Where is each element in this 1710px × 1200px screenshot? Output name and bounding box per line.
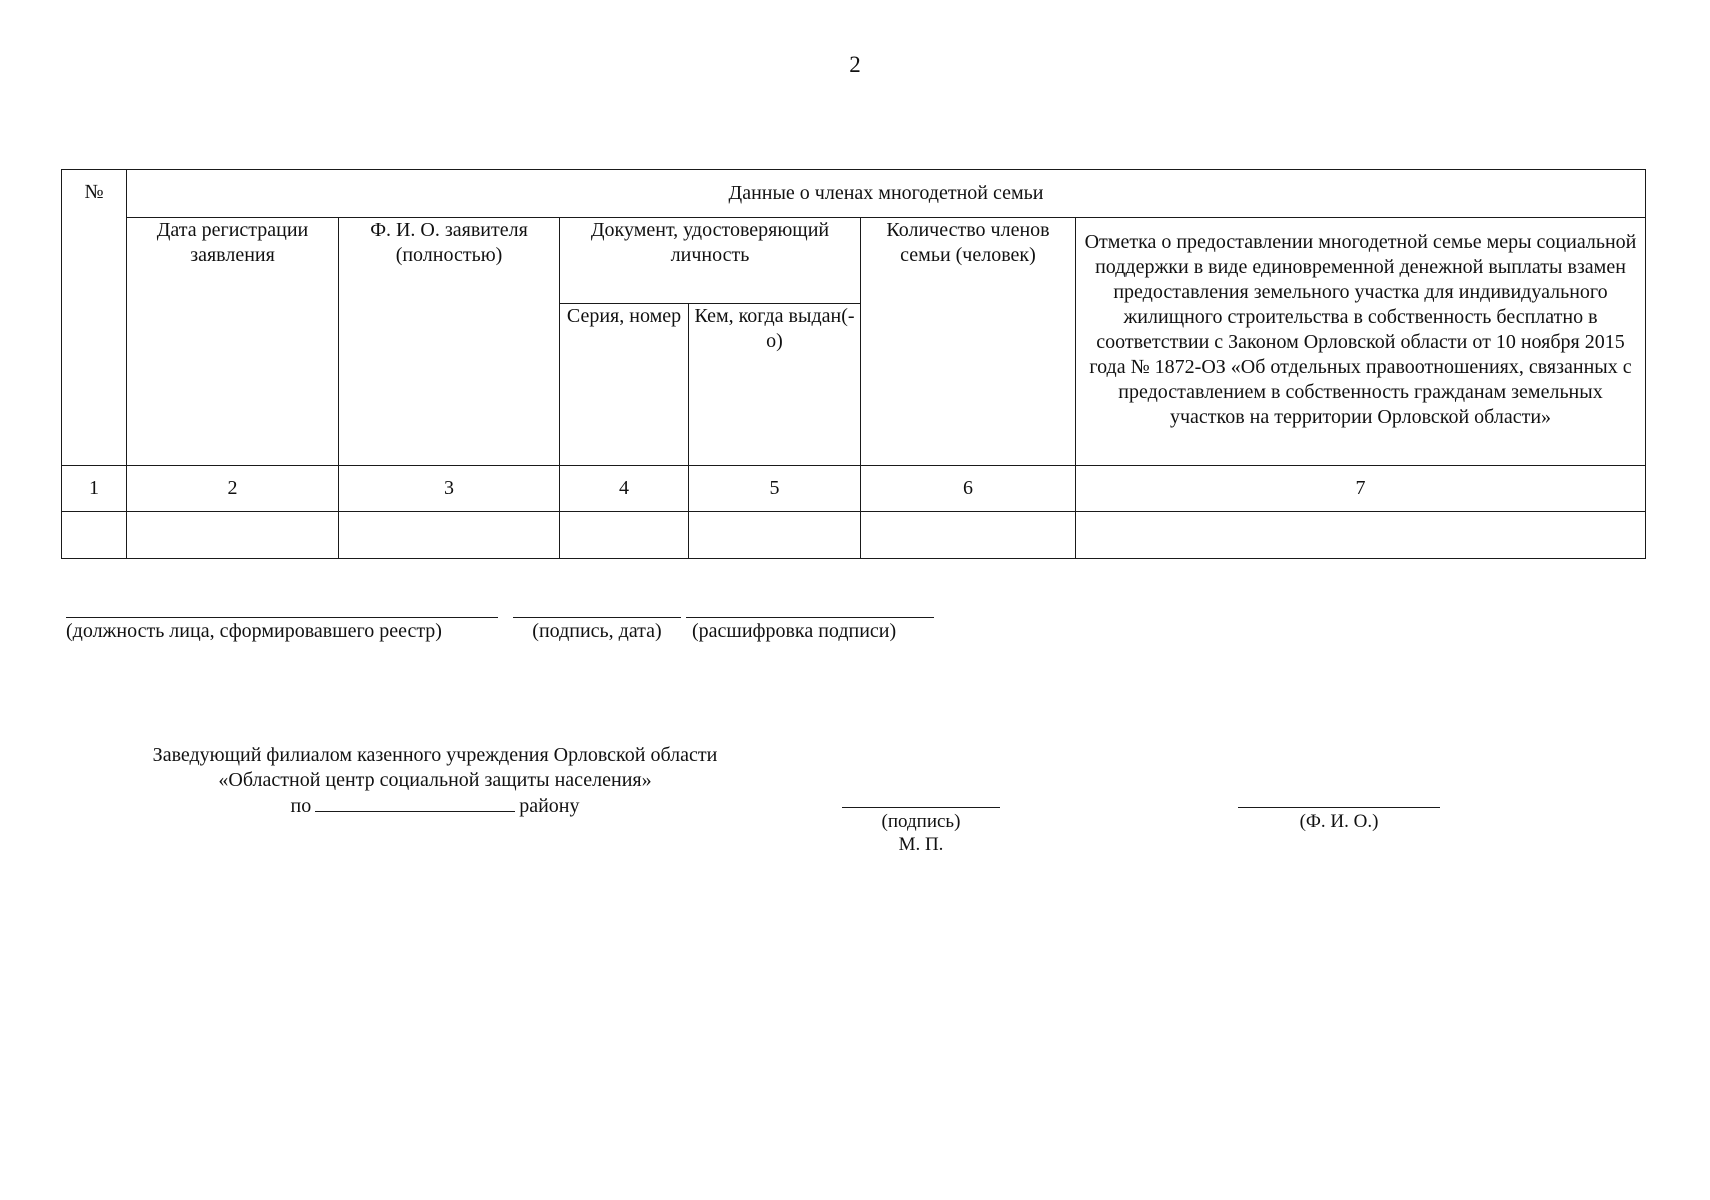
- header-applicant-name: Ф. И. О. заявителя (полностью): [339, 218, 560, 466]
- column-number: 2: [127, 466, 339, 512]
- signature-decoding-field: [686, 593, 934, 643]
- head-title-line2: «Областной центр социальной защиты населения»: [218, 769, 652, 791]
- position-label: (должность лица, сформировавшего реестр): [66, 620, 442, 642]
- stamp-label: М. П.: [898, 834, 944, 855]
- district-suffix: району: [519, 795, 580, 817]
- table-cell: [861, 512, 1076, 559]
- header-family-data: Данные о членах многодетной семьи: [127, 170, 1646, 218]
- signature-line: [686, 593, 934, 618]
- header-support-mark: Отметка о предоставлении многодетной семье меры социальной поддержки в виде единовременной денежной выплаты взамен предоставления земельного участка для индивидуального жилищного строительства в собственность бесплатно в соответствии с Законом Орловской области от 10 ноября 2015 года № 1872-ОЗ «Об отдельных правоотношениях, связанных с предоставлением в собственность гражданам земельных участков на территории Орловской области»: [1076, 218, 1646, 466]
- signature-line: [513, 593, 681, 618]
- head-signature-label: (подпись): [881, 811, 961, 832]
- header-issued-by: Кем, когда выдан(-о): [689, 304, 861, 466]
- position-signature-field: [66, 593, 498, 643]
- head-fio-field: [1238, 807, 1440, 833]
- header-identity-document: Документ, удостоверяющий личность: [560, 218, 861, 304]
- signature-line: [842, 807, 1000, 808]
- column-number: 1: [62, 466, 127, 512]
- table-row: [62, 512, 1646, 559]
- table-cell: [339, 512, 560, 559]
- column-numbers-row: [62, 466, 1646, 512]
- table-cell: [1076, 512, 1646, 559]
- column-number: 3: [339, 466, 560, 512]
- signature-line: [1238, 807, 1440, 808]
- column-number: 7: [1076, 466, 1646, 512]
- table-cell: [689, 512, 861, 559]
- column-number: 4: [560, 466, 689, 512]
- head-title-line1: Заведующий филиалом казенного учреждения Орловской области: [152, 744, 718, 766]
- head-fio-label: (Ф. И. О.): [1299, 811, 1379, 832]
- signature-date-field: [513, 593, 681, 643]
- district-prefix: по: [290, 795, 312, 817]
- header-family-size: Количество членов семьи (человек): [861, 218, 1076, 466]
- head-title-line3: [95, 793, 775, 819]
- header-series-number: Серия, номер: [560, 304, 689, 466]
- table-cell: [127, 512, 339, 559]
- header-registration-date: Дата регистрации заявления: [127, 218, 339, 466]
- header-number: №: [62, 170, 127, 466]
- district-name-line: [315, 793, 515, 812]
- head-signature-field: [842, 807, 1000, 856]
- registry-table: [61, 169, 1646, 559]
- table-cell: [560, 512, 689, 559]
- column-number: 5: [689, 466, 861, 512]
- signature-date-label: (подпись, дата): [532, 620, 662, 642]
- head-title-block: [95, 743, 775, 819]
- column-number: 6: [861, 466, 1076, 512]
- table-cell: [62, 512, 127, 559]
- signature-line: [66, 593, 498, 618]
- page-number: 2: [849, 52, 861, 77]
- decoding-label: (расшифровка подписи): [692, 620, 897, 642]
